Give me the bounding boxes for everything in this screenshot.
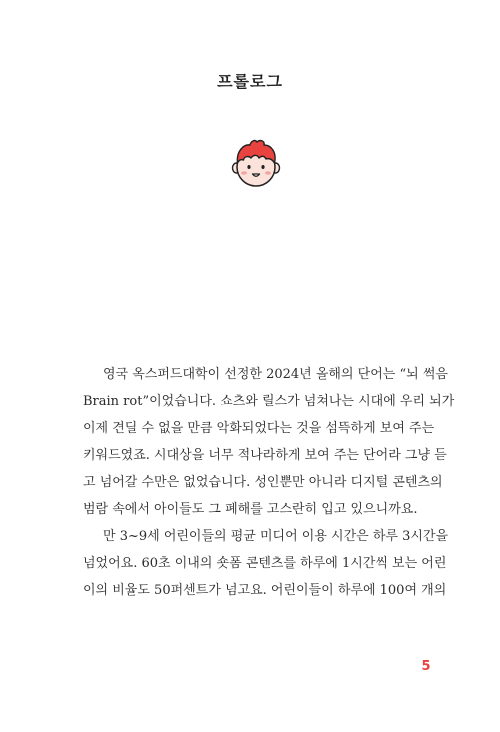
boy-face-icon: [231, 137, 281, 191]
body-line: Brain rot”이었습니다. 쇼츠와 릴스가 넘쳐나는 시대에 우리 뇌가: [83, 394, 455, 409]
body-line: 고 넘어갈 수만은 없었습니다. 성인뿐만 아니라 디지털 콘텐츠의: [83, 475, 443, 490]
body-line: 이제 견딜 수 없을 만큼 악화되었다는 것을 섬뜩하게 보여 주는: [83, 421, 435, 436]
mascot-illustration: [231, 137, 281, 191]
chapter-title: 프롤로그: [217, 72, 283, 91]
page-number: 5: [421, 659, 431, 674]
body-line: 범람 속에서 아이들도 그 폐해를 고스란히 입고 있으니까요.: [83, 502, 418, 517]
body-line: 이의 비율도 50퍼센트가 넘고요. 어린이들이 하루에 100여 개의: [83, 583, 447, 598]
body-line: 키워드였죠. 시대상을 너무 적나라하게 보여 주는 단어라 그냥 듣: [83, 448, 447, 463]
body-line: 넘었어요. 60초 이내의 숏폼 콘텐츠를 하루에 1시간씩 보는 어린: [83, 556, 447, 571]
body-text: [83, 361, 455, 604]
body-line: 만 3~9세 어린이들의 평균 미디어 이용 시간은 하루 3시간을: [103, 529, 449, 544]
body-line: 영국 옥스퍼드대학이 선정한 2024년 올해의 단어는 “뇌 썩음: [103, 367, 448, 382]
